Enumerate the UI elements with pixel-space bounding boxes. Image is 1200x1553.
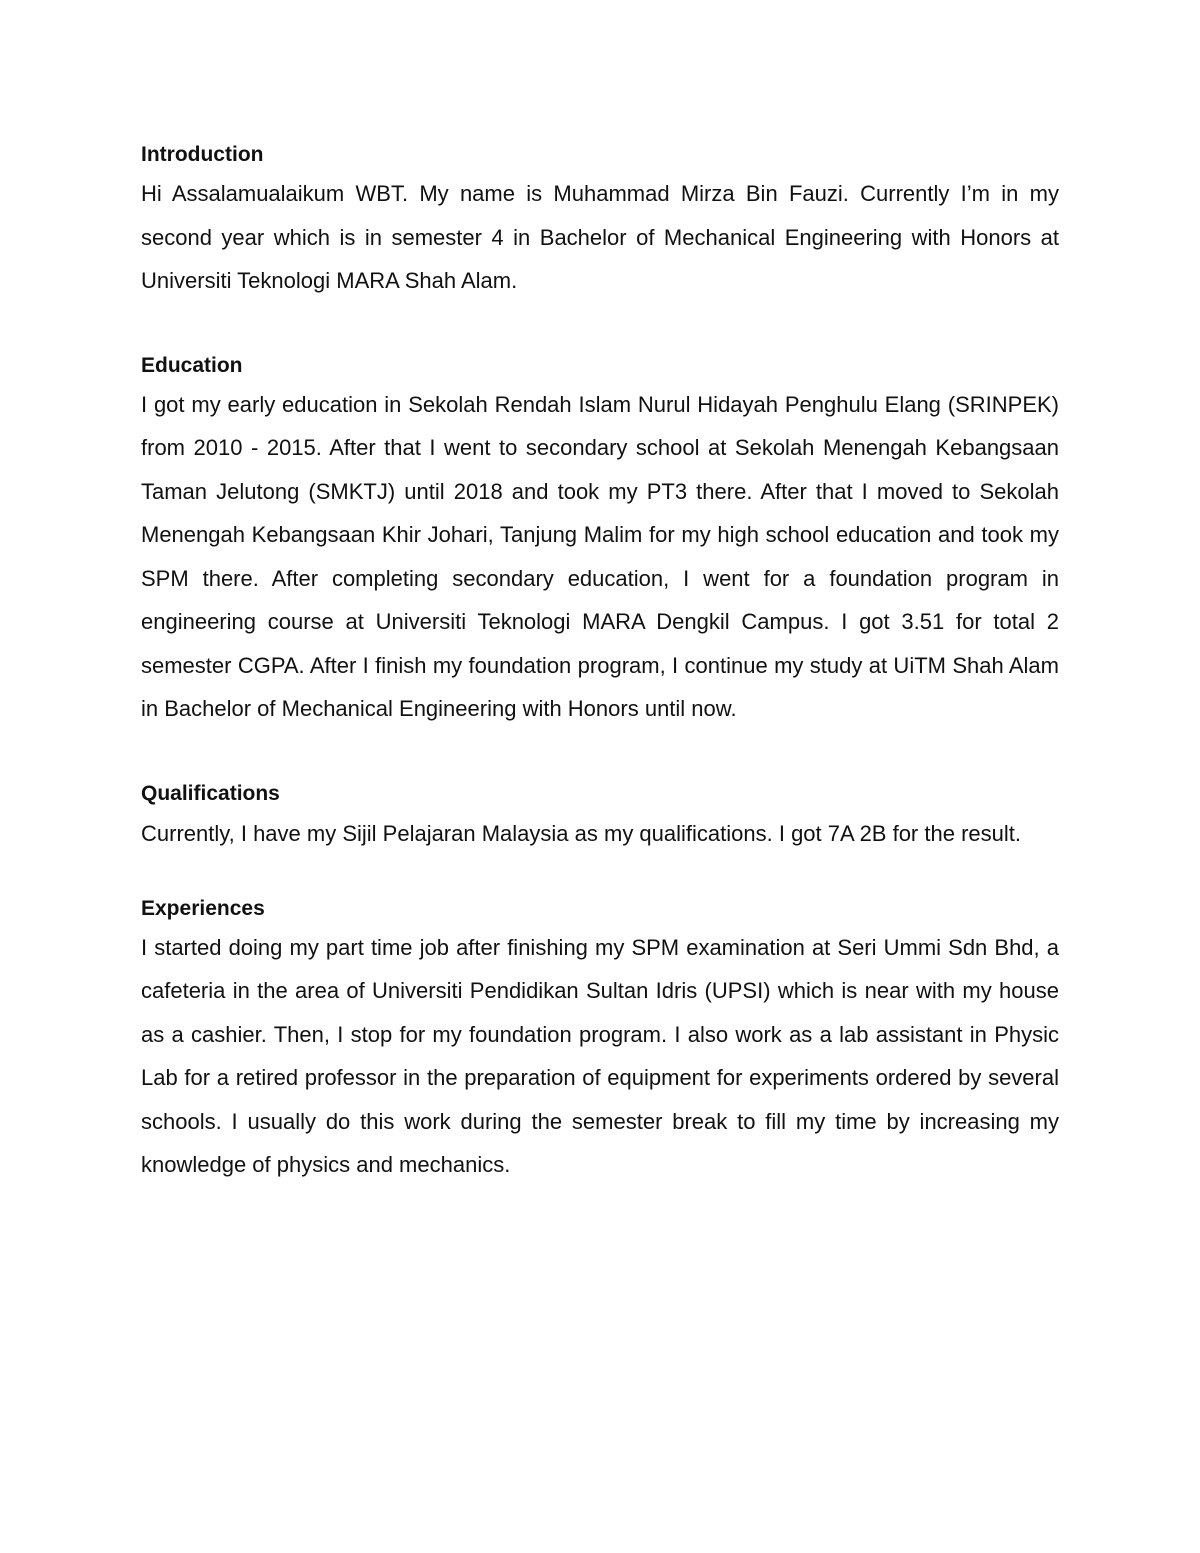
section-education xyxy=(141,351,1059,731)
section-heading-qualifications: Qualifications xyxy=(141,781,280,805)
section-heading-education: Education xyxy=(141,353,243,377)
section-heading-introduction: Introduction xyxy=(141,143,264,166)
section-heading-experiences: Experiences xyxy=(141,896,265,920)
section-body-introduction: Hi Assalamualaikum WBT. My name is Muhammad Mirza Bin Fauzi. Currently I’m in my second year which is in semester 4 in Bachelor of Mechanical Engineering with Honors at Universiti Teknologi MARA Shah Alam. xyxy=(141,181,1059,293)
section-introduction xyxy=(141,140,1059,303)
section-qualifications xyxy=(141,779,1059,846)
section-experiences xyxy=(141,894,1059,1187)
section-body-experiences: I started doing my part time job after finishing my SPM examination at Seri Ummi Sdn Bhd, a cafeteria in the area of Universiti Pendidikan Sultan Idris (UPSI) which is near with my house as a cashier. Then, I stop for my foundation program. I also work as a lab assistant in Physic Lab for a retired professor in the preparation of equipment for experiments ordered by several schools. I usually do this work during the semester break to fill my time by increasing my knowledge of physics and mechanics. xyxy=(141,934,1059,1177)
document-content xyxy=(141,140,1059,1187)
section-body-education: I got my early education in Sekolah Rendah Islam Nurul Hidayah Penghulu Elang (SRINPEK) from 2010 - 2015. After that I went to secondary school at Sekolah Menengah Kebangsaan Taman Jelutong (SMKTJ) until 2018 and took my PT3 there. After that I moved to Sekolah Menengah Kebangsaan Khir Johari, Tanjung Malim for my high school education and took my SPM there. After completing secondary education, I went for a foundation program in engineering course at Universiti Teknologi MARA Dengkil Campus. I got 3.51 for total 2 semester CGPA. After I finish my foundation program, I continue my study at UiTM Shah Alam in Bachelor of Mechanical Engineering with Honors until now. xyxy=(141,391,1059,721)
section-body-qualifications: Currently, I have my Sijil Pelajaran Malaysia as my qualifications. I got 7A 2B for the result. xyxy=(141,820,1021,846)
